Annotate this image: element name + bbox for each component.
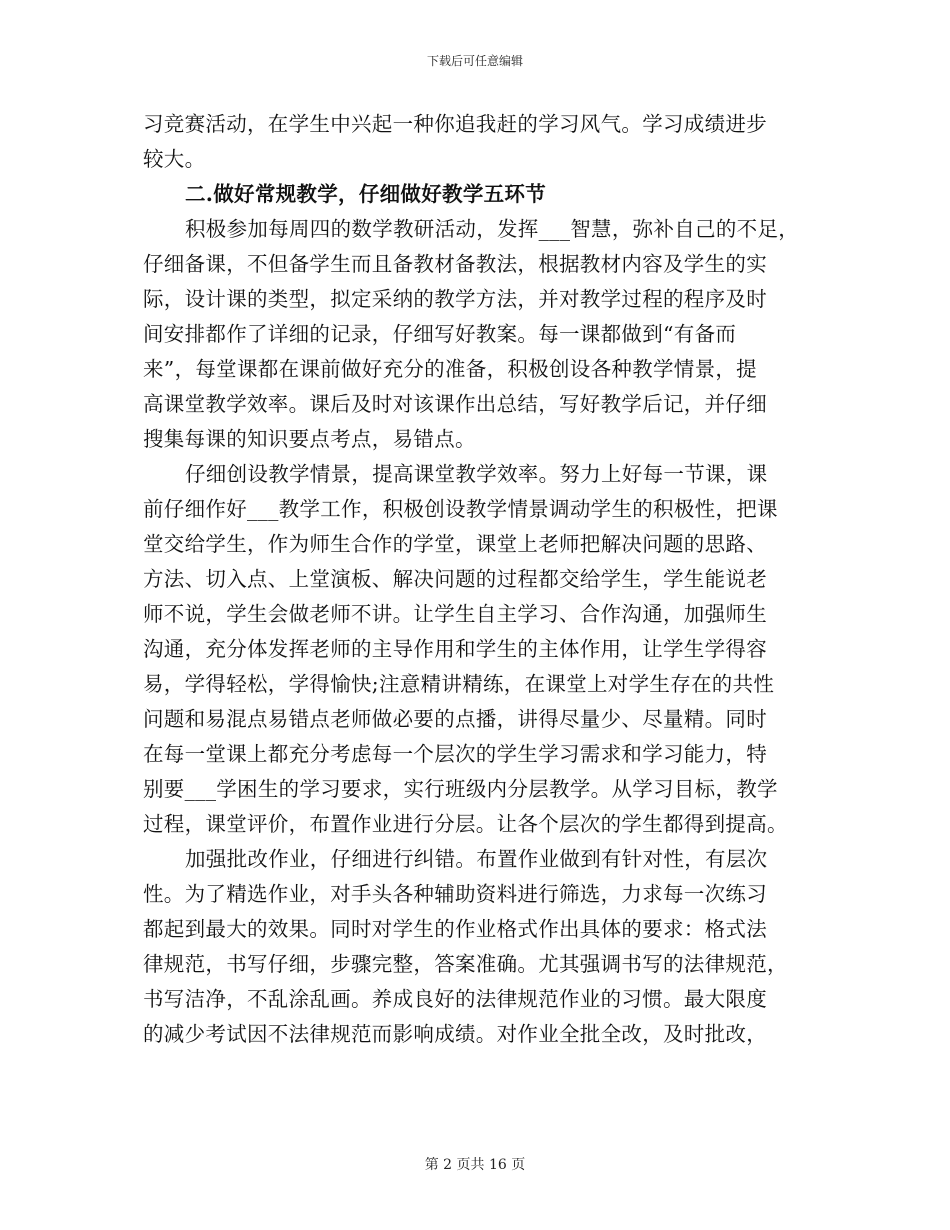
- text-line: 过程，课堂评价，布置作业进行分层。让各个层次的学生都得到提高。: [143, 812, 788, 836]
- text-line: 性。为了精选作业，对手头各种辅助资料进行筛选，力求每一次练习: [143, 882, 767, 906]
- text-line: 问题和易混点易错点老师做必要的点播，讲得尽量少、尽量精。同时: [143, 707, 767, 731]
- text-line: 仔细备课，不但备学生而且备教材备教法，根据教材内容及学生的实: [143, 252, 767, 276]
- text-line: 都起到最大的效果。同时对学生的作业格式作出具体的要求：格式法: [143, 917, 767, 941]
- text-line: 方法、切入点、上堂演板、解决问题的过程都交给学生，学生能说老: [143, 567, 767, 591]
- text-line: 书写洁净，不乱涂乱画。养成良好的法律规范作业的习惯。最大限度: [143, 987, 767, 1011]
- text-line: 际，设计课的类型，拟定采纳的教学方法，并对教学过程的程序及时: [143, 287, 767, 311]
- text-line: 间安排都作了详细的记录，仔细写好教案。每一课都做到“有备而: [143, 322, 737, 346]
- text-line: 前仔细作好___教学工作，积极创设教学情景调动学生的积极性，把课: [143, 497, 778, 521]
- section-heading: 二.做好常规教学，仔细做好教学五环节: [185, 182, 547, 206]
- text-line: 沟通，充分体发挥老师的主导作用和学生的主体作用，让学生学得容: [143, 637, 767, 661]
- document-body: [143, 107, 808, 1052]
- text-line: 别要___学困生的学习要求，实行班级内分层教学。从学习目标，教学: [143, 777, 778, 801]
- text-line: 易，学得轻松，学得愉快;注意精讲精练，在课堂上对学生存在的共性: [143, 672, 775, 696]
- text-line: 在每一堂课上都充分考虑每一个层次的学生学习需求和学习能力，特: [143, 742, 767, 766]
- text-line: 来”，每堂课都在课前做好充分的准备，积极创设各种教学情景，提: [143, 357, 757, 381]
- paragraph-start: 加强批改作业，仔细进行纠错。布置作业做到有针对性，有层次: [185, 847, 768, 871]
- paragraph-start: 仔细创设教学情景，提高课堂教学效率。努力上好每一节课，课: [185, 462, 768, 486]
- text-line: 搜集每课的知识要点考点，易错点。: [143, 427, 476, 451]
- page-footer: 第 2 页共 16 页: [424, 1157, 526, 1173]
- text-line: 较大。: [143, 147, 206, 171]
- text-line: 的减少考试因不法律规范而影响成绩。对作业全批全改，及时批改，: [143, 1022, 767, 1046]
- text-line: 习竞赛活动，在学生中兴起一种你追我赶的学习风气。学习成绩进步: [143, 112, 767, 136]
- page-header: 下载后可任意编辑: [426, 54, 523, 68]
- text-line: 高课堂教学效率。课后及时对该课作出总结，写好教学后记，并仔细: [143, 392, 767, 416]
- text-line: 律规范，书写仔细，步骤完整，答案准确。尤其强调书写的法律规范，: [143, 952, 788, 976]
- text-line: 师不说，学生会做老师不讲。让学生自主学习、合作沟通，加强师生: [143, 602, 767, 626]
- text-line: 堂交给学生，作为师生合作的学堂，课堂上老师把解决问题的思路、: [143, 532, 767, 556]
- paragraph-start: 积极参加每周四的数学教研活动，发挥___智慧，弥补自己的不足，: [185, 217, 800, 241]
